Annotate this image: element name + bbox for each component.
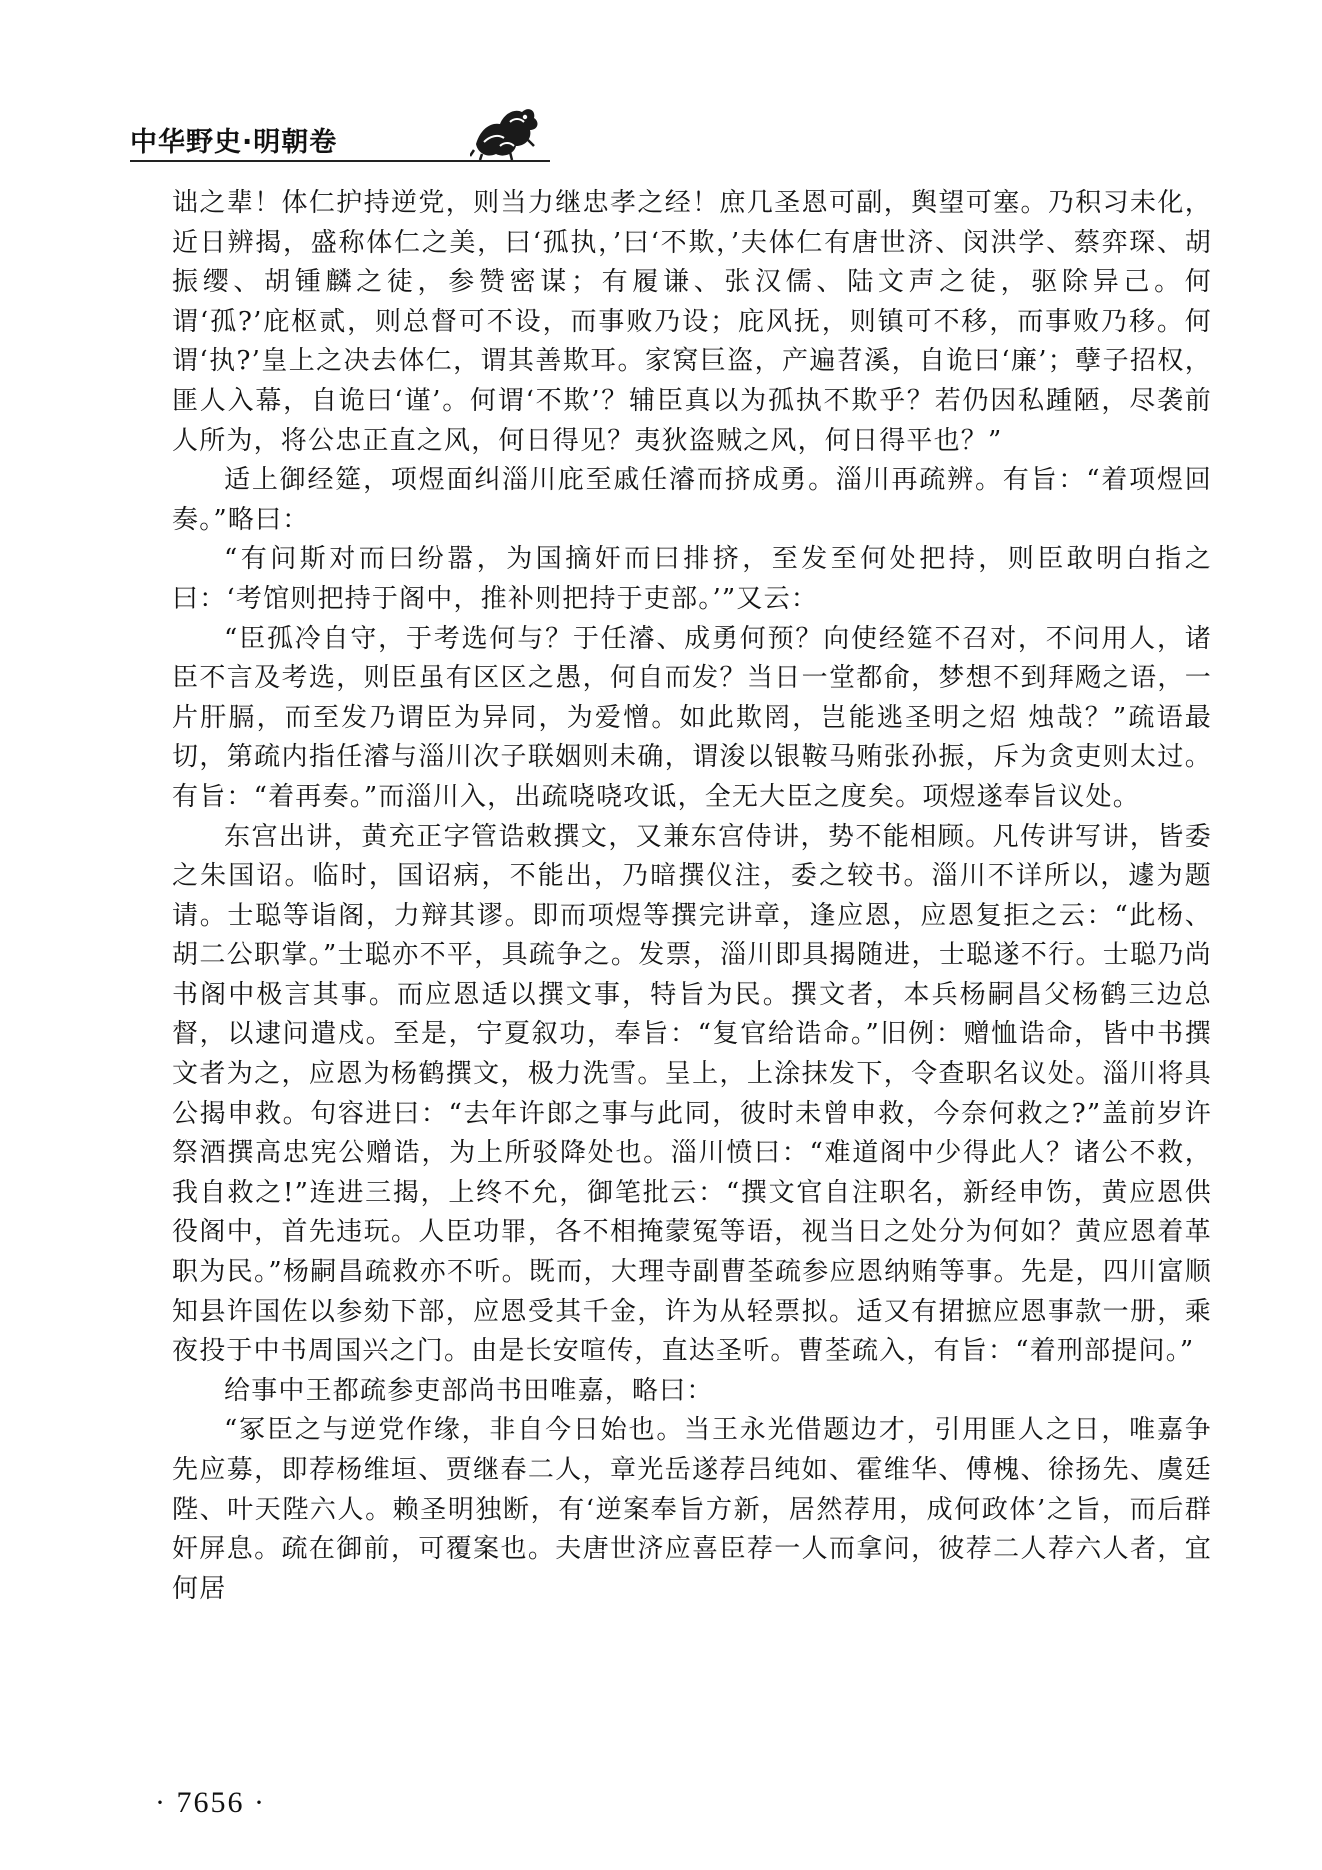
page-body xyxy=(172,184,1212,1609)
paragraph: “有问斯对而曰纷嚣，为国摘奸而曰排挤，至发至何处把持，则臣敢明白指之曰：‘考馆则把持于阁中，推补则把持于吏部。’”又云： xyxy=(172,544,1212,614)
paragraph: 诎之辈！体仁护持逆党，则当力继忠孝之经！庶几圣恩可副，舆望可塞。乃积习未化，近日辨揭，盛称体仁之美，曰‘孤执，’曰‘不欺，’夫体仁有唐世济、闵洪学、蔡弈琛、胡振缨、胡锺麟之徒，参赞密谋；有履谦、张汉儒、陆文声之徒，驱除异己。何谓‘孤?’庇枢贰，则总督可不设，而事败乃设；庇风抚，则镇可不移，而事败乃移。何谓‘执?’皇上之决去体仁，谓其善欺耳。家窝巨盗，产遍苕溪，自诡曰‘廉’；孽子招权，匪人入幕，自诡曰‘谨’。何谓‘不欺’？辅臣真以为孤执不欺乎？若仍因私踵陋，尽袭前人所为，将公忠正直之风，何日得见？夷狄盗贼之风，何日得平也？” xyxy=(172,188,1212,456)
paragraph: 东宫出讲，黄充正字管诰敕撰文，又兼东宫侍讲，势不能相顾。凡传讲写讲，皆委之朱国诏。临时，国诏病，不能出，乃暗撰仪注，委之较书。淄川不详所以，遽为题请。士聪等诣阁，力辩其谬。即而项煜等撰完讲章，逢应恩，应恩复拒之云：“此杨、胡二公职掌。”士聪亦不平，具疏争之。发票，淄川即具揭随进，士聪遂不行。士聪乃尚书阁中极言其事。而应恩适以撰文事，特旨为民。撰文者，本兵杨嗣昌父杨鹤三边总督，以逮问遣戍。至是，宁夏叙功，奉旨：“复官给诰命。”旧例：赠恤诰命，皆中书撰文者为之，应恩为杨鹤撰文，极力洗雪。呈上，上涂抹发下，令查职名议处。淄川将具公揭申救。句容进曰：“去年许郎之事与此同，彼时未曾申救，今奈何救之?”盖前岁许祭酒撰高忠宪公赠诰，为上所驳降处也。淄川愤曰：“难道阁中少得此人？诸公不救，我自救之!”连进三揭，上终不允，御笔批云：“撰文官自注职名，新经申饬，黄应恩供役阁中，首先违玩。人臣功罪，各不相掩蒙冤等语，视当日之处分为何如？黄应恩着革职为民。”杨嗣昌疏救亦不听。既而，大理寺副曹荃疏参应恩纳贿等事。先是，四川富顺知县许国佐以参劾下部，应恩受其千金，许为从轻票拟。适又有捃摭应恩事款一册，乘夜投于中书周国兴之门。由是长安喧传，直达圣听。曹荃疏入，有旨：“着刑部提问。” xyxy=(172,821,1212,1367)
paragraph: 给事中王都疏参吏部尚书田唯嘉，略曰： xyxy=(224,1375,714,1406)
paragraph: “冢臣之与逆党作缘，非自今日始也。当王永光借题边才，引用匪人之日，唯嘉争先应募，即荐杨维垣、贾继春二人，章光岳遂荐吕纯如、霍维华、傅槐、徐扬先、虞廷陛、叶天陛六人。赖圣明独断，有‘逆案奉旨方新，居然荐用，成何政体’之旨，而后群奸屏息。疏在御前，可覆案也。夫唐世济应喜臣荐一人而拿问，彼荐二人荐六人者，宜何居 xyxy=(172,1415,1212,1604)
dragon-emblem-icon xyxy=(470,100,542,162)
page-number: · 7656 · xyxy=(155,1786,266,1819)
header-rule xyxy=(130,160,550,162)
running-header xyxy=(130,100,550,170)
book-title: 中华野史·明朝卷 xyxy=(130,127,338,158)
paragraph: “臣孤冷自守，于考选何与？于任濬、成勇何预？向使经筵不召对，不问用人，诸臣不言及考选，则臣虽有区区之愚，何自而发？当日一堂都俞，梦想不到拜飏之语，一片肝膈，而至发乃谓臣为异同，为爱憎。如此欺罔，岂能逃圣明之炤 烛哉？”疏语最切，第疏内指任濬与淄川次子联姻则未确，谓浚以银鞍马贿张孙振，斥为贪吏则太过。有旨：“着再奏。”而淄川入，出疏哓哓攻诋，全无大臣之度矣。项煜遂奉旨议处。 xyxy=(172,623,1212,812)
paragraph: 适上御经筵，项煜面纠淄川庇至戚任濬而挤成勇。淄川再疏辨。有旨：“着项煜回奏。”略曰： xyxy=(172,465,1212,535)
